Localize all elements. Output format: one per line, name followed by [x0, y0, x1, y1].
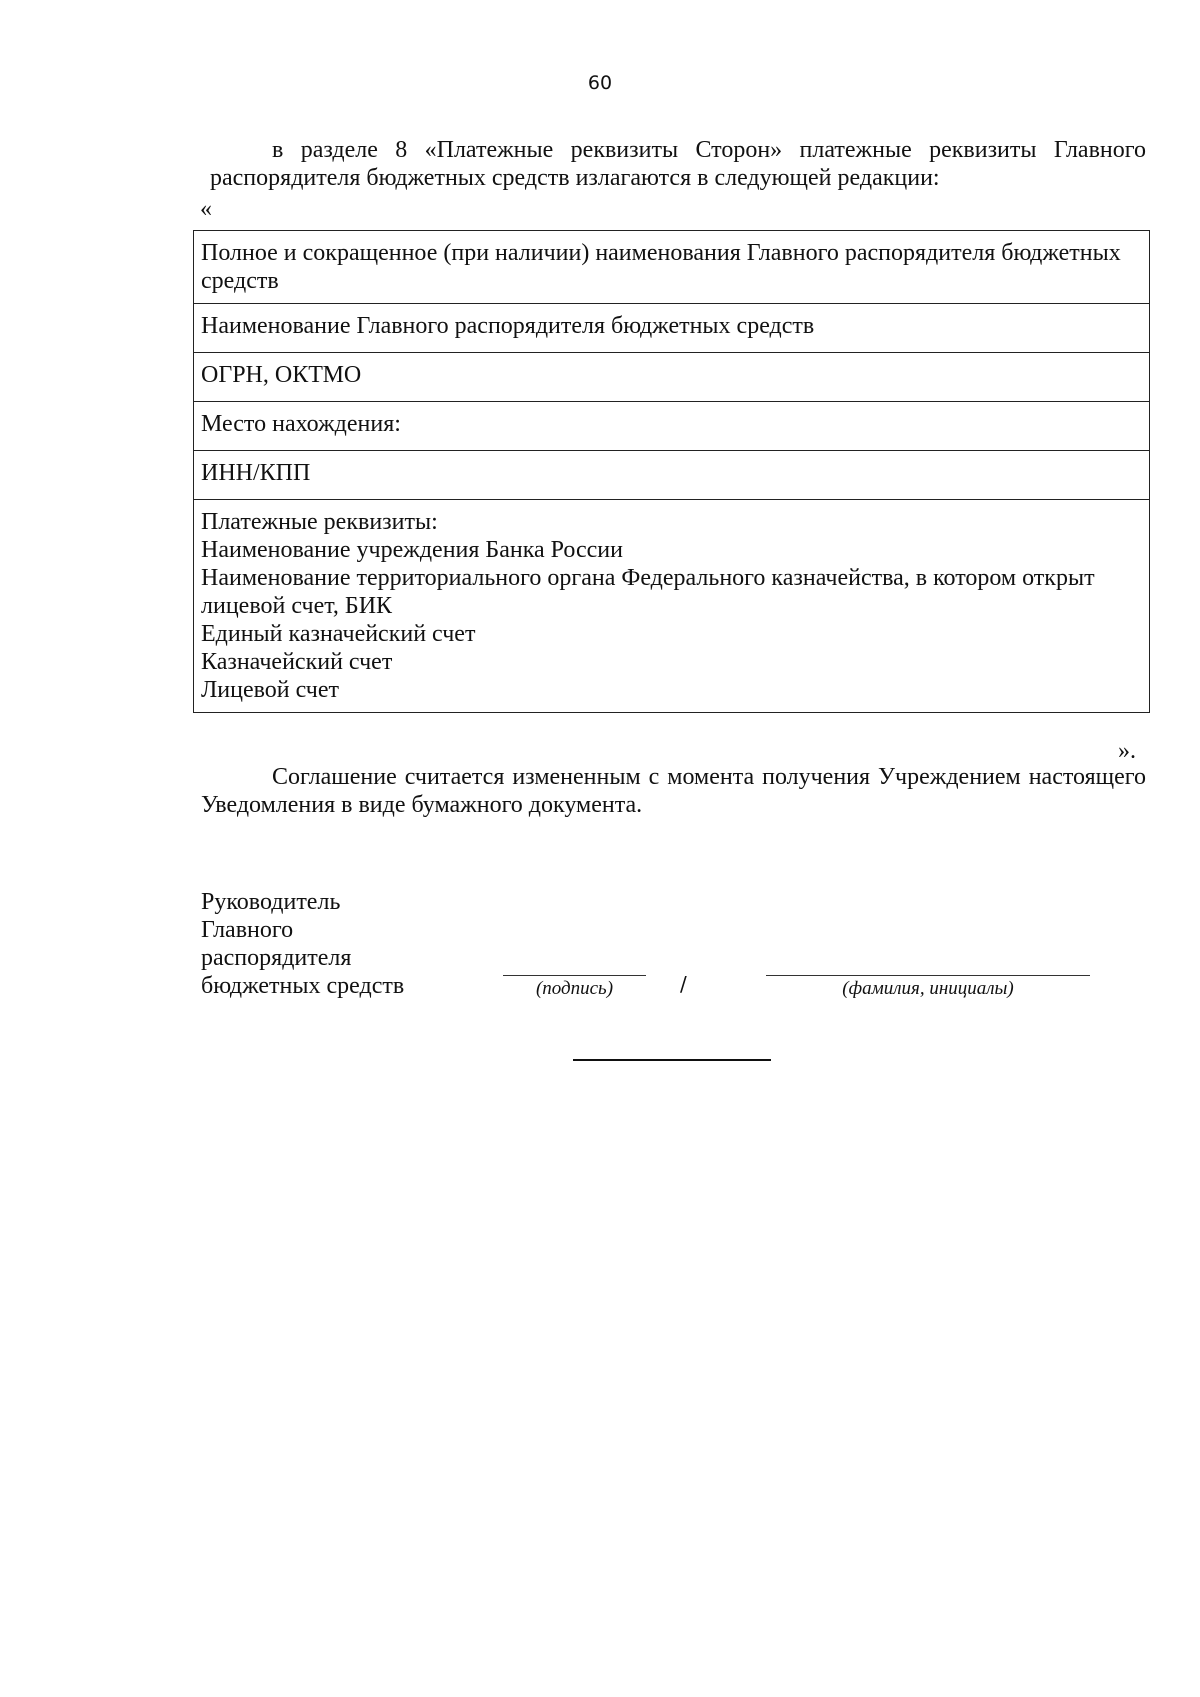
table-cell-text: Казначейский счет	[201, 649, 393, 675]
signer-line: Руководитель	[201, 889, 341, 915]
table-cell-text: Место нахождения:	[201, 411, 401, 437]
end-rule	[573, 1059, 771, 1061]
table-row	[194, 401, 1149, 450]
table-cell-text: ИНН/КПП	[201, 460, 311, 486]
table-cell-text: Полное и сокращенное (при наличии) наименования Главного распорядителя бюджетных средств	[201, 240, 1121, 294]
table-cell-text: ОГРН, ОКТМО	[201, 362, 362, 388]
requisites-table	[193, 230, 1150, 713]
open-quote: «	[200, 196, 212, 222]
signer-line: Главного	[201, 917, 294, 943]
table-cell-text: Наименование учреждения Банка России	[201, 537, 623, 563]
signature-line	[503, 975, 646, 976]
table-row	[194, 450, 1149, 499]
signer-title	[201, 888, 404, 1000]
separator-slash: /	[680, 972, 687, 996]
table-cell-text: Лицевой счет	[201, 677, 340, 703]
signature-caption: (подпись)	[535, 978, 614, 999]
name-caption: (фамилия, инициалы)	[842, 978, 1014, 999]
table-cell-text: Единый казначейский счет	[201, 621, 476, 647]
signer-line: распорядителя	[201, 945, 352, 971]
table-row	[194, 303, 1149, 352]
intro-paragraph: в разделе 8 «Платежные реквизиты Сторон» платежные реквизиты Главного распорядителя бюджетных средств излагаются в следующей редакции:	[210, 137, 1146, 191]
signer-line: бюджетных средств	[201, 973, 405, 999]
table-cell-text: Платежные реквизиты:	[201, 509, 438, 535]
table-cell-text: Наименование Главного распорядителя бюджетных средств	[201, 313, 815, 339]
close-quote: ».	[1118, 738, 1136, 764]
name-line	[766, 975, 1090, 976]
page-number: 60	[587, 72, 613, 94]
table-row-payment-details	[194, 499, 1149, 712]
table-row	[194, 352, 1149, 401]
table-cell-text: Наименование территориального органа Федерального казначейства, в котором открыт лицевой счет, БИК	[201, 565, 1095, 619]
table-row	[194, 231, 1149, 303]
closing-paragraph: Соглашение считается измененным с момента получения Учреждением настоящего Уведомления в виде бумажного документа.	[201, 764, 1146, 818]
